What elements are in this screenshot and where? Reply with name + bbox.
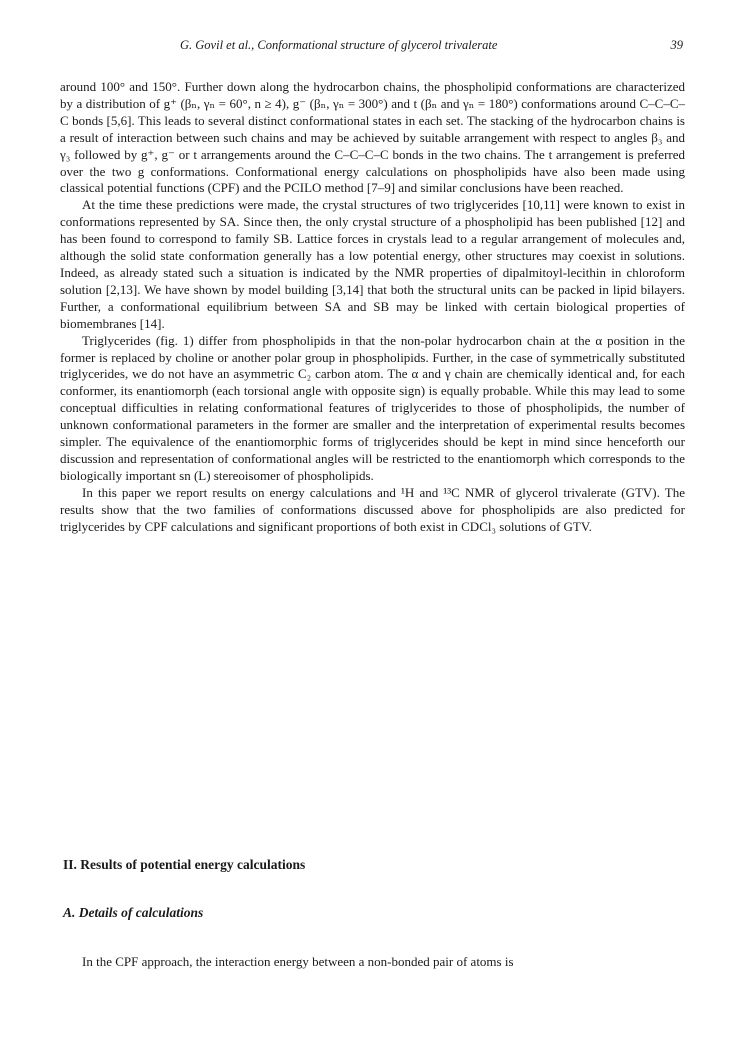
paragraph-4: In this paper we report results on energy calculations and ¹H and ¹³C NMR of glycerol trivalerate (GTV). The results show that the two families of conformations discussed above for phospholipids are also predicted for triglycerides by CPF calculations and significant proportions of both exist in CDCl₃ solutions of GTV. <box>60 484 685 534</box>
running-head <box>60 38 683 53</box>
paragraph-1: around 100° and 150°. Further down along the hydrocarbon chains, the phospholipid conformations are characterized by a distribution of g⁺ (βₙ, γₙ = 60°, n ≥ 4), g⁻ (βₙ, γₙ = 300°) and t (βₙ and γₙ = 180°) conformations around C–C–C–C bonds [5,6]. This leads to several distinct conformational states in each set. The stacking of the hydrocarbon chains is a result of interaction between such chains and may be achieved by suitable arrangement with respect to angles β₃ and γ₃ followed by g⁺, g⁻ or t arrangements around the C–C–C–C bonds in the two chains. The t arrangement is preferred over the two g conformations. Conformational energy calculations on phospholipids have also been made using classical potential functions (CPF) and the PCILO method [7–9] and similar conclusions have been reached. <box>60 79 685 196</box>
running-title: G. Govil et al., Conformational structure of glycerol trivalerate <box>180 38 498 52</box>
paragraph-3: Triglycerides (fig. 1) differ from phospholipids in that the non-polar hydrocarbon chain at the α position in the former is replaced by choline or another polar group in phospholipids. Further, in the case of symmetrically substituted triglycerides, we do not have an asymmetric C₂ carbon atom. The α and γ chain are chemically identical and, for each conformer, its enantiomorph (each torsional angle with opposite sign) is equally probable. While this may lead to some conceptual difficulties in relating conformational features of triglycerides to those of phospholipids, the number of unknown conformational parameters in the former are smaller and the interpretation of experimental results becomes simpler. The equivalence of the enantiomorphic forms of triglycerides should be kept in mind since henceforth our discussion and representation of conformational angles will be restricted to the enantiomorph which corresponds to the biologically important sn (L) stereoisomer of phospholipids. <box>60 332 685 483</box>
subsection-heading: A. Details of calculations <box>63 905 204 920</box>
body-text <box>60 79 685 535</box>
paragraph-2: At the time these predictions were made, the crystal structures of two triglycerides [10,11] were known to exist in conformations represented by SA. Since then, the only crystal structure of a phospholipid has been published [12] and has been found to correspond to family SB. Lattice forces in crystals lead to a regular arrangement of molecules and, although the solid state conformation generally has a low potential energy, other structures may coexist in solutions. Indeed, as already stated such a situation is indicated by the NMR properties of dipalmitoyl-lecithin in chloroform solution [2,13]. We have shown by model building [3,14] that both the structural units can be packed in lipid bilayers. Further, a conformational equilibrium between SA and SB may be linked with certain biological properties of biomembranes [14]. <box>60 197 685 331</box>
section-heading: II. Results of potential energy calculations <box>63 857 306 872</box>
closing-paragraph: In the CPF approach, the interaction energy between a non-bonded pair of atoms is <box>82 954 514 969</box>
page-number: 39 <box>670 38 683 52</box>
